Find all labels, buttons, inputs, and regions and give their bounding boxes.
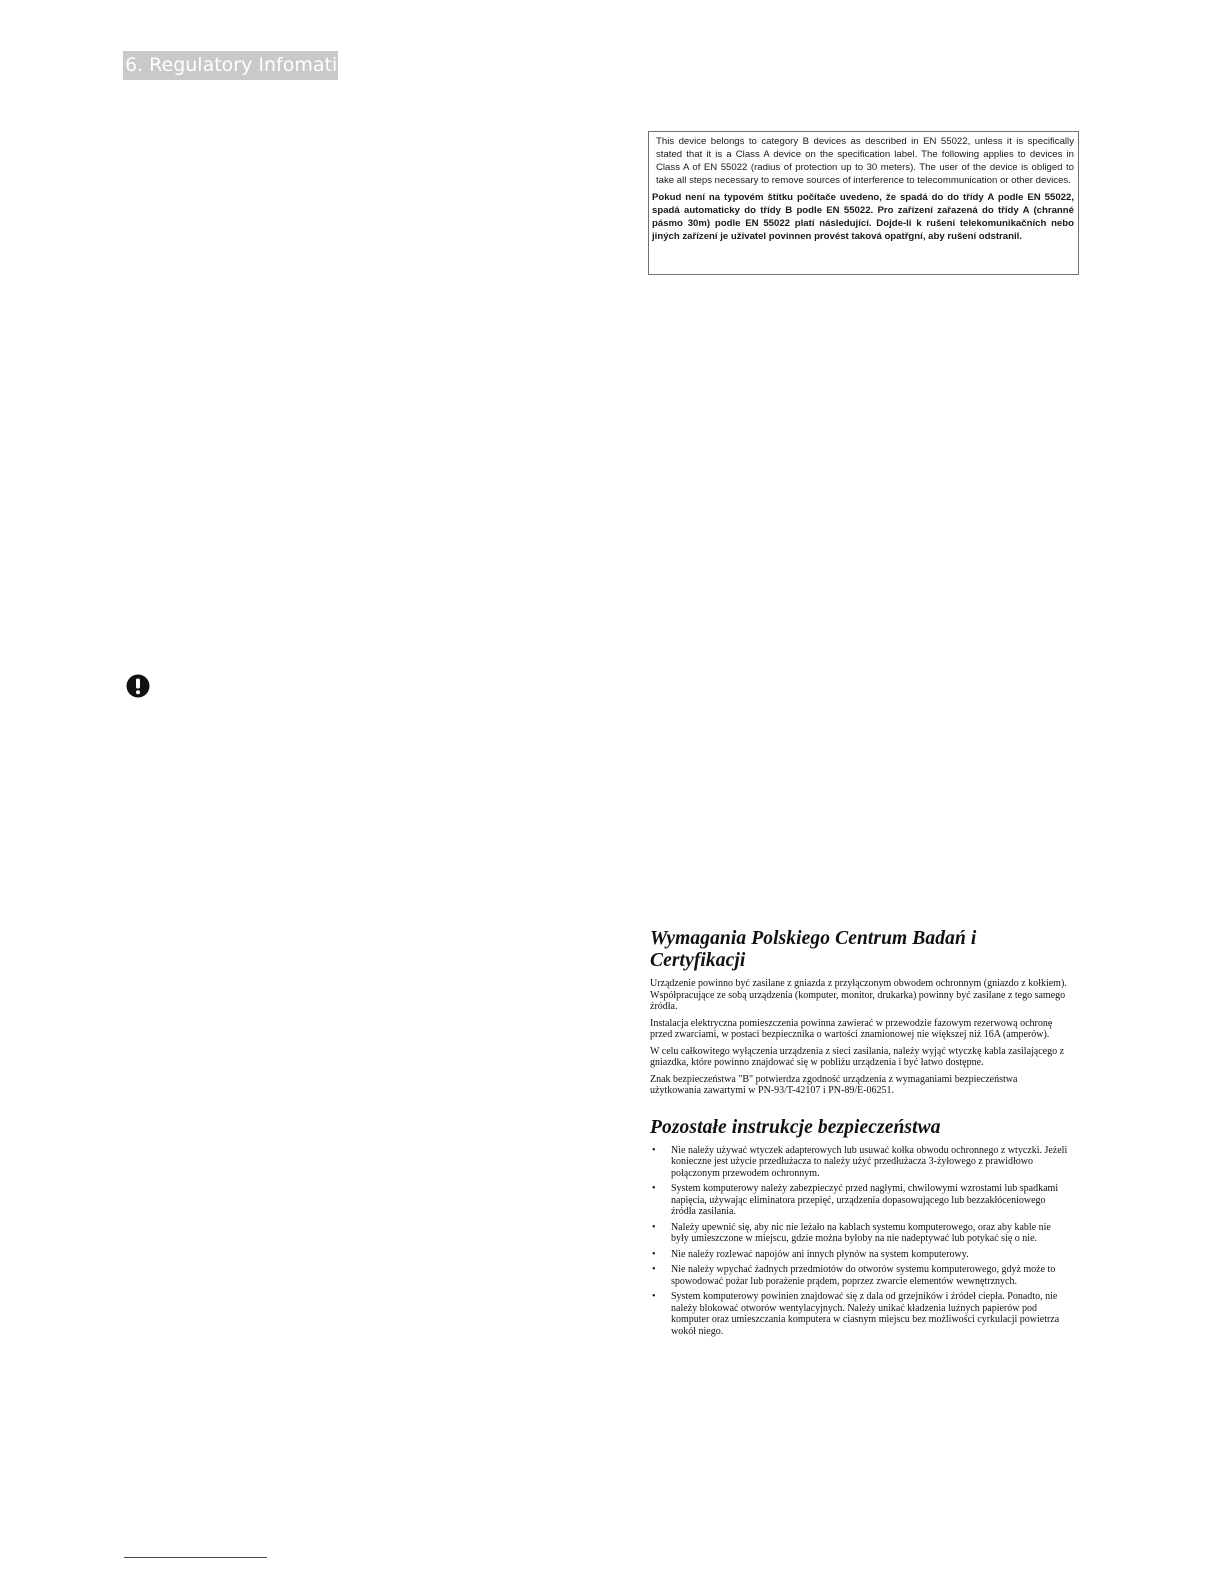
list-item xyxy=(650,1222,1070,1245)
polish-heading-requirements: Wymagania Polskiego Centrum Badań i Certyfikacji xyxy=(650,928,977,971)
bullet-icon: • xyxy=(652,1183,656,1194)
exclamation-circle-icon xyxy=(126,674,150,698)
polish-paragraph: Urządzenie powinno być zasilane z gniazda z przyłączonym obwodem ochronnym (gniazdo z kołkiem). Współpracujące ze sobą urządzenia (komputer, monitor, drukarka) powinny być zasilane z tego samego źródła. xyxy=(650,978,1067,1012)
list-item-text: Należy upewnić się, aby nic nie leżało na kablach systemu komputerowego, oraz aby kable nie były umieszczone w miejscu, gdzie można byłoby na nie nadeptywać lub potykać się o nie. xyxy=(671,1221,1051,1244)
list-item-text: Nie należy wpychać żadnych przedmiotów do otworów systemu komputerowego, gdyż może to spowodować pożar lub porażenie prądem, poprzez zwarcie elementów wewnętrznych. xyxy=(671,1264,1056,1287)
bullet-icon: • xyxy=(652,1221,656,1233)
czech-notice-text: Pokud není na typovém štítku počítače uvedeno, že spadá do do třídy A podle EN 55022, spadá automaticky do třídy B podle EN 55022. Pro zařízení zařazená do třídy A (chranné pásmo 30m) podle EN 55022 platí následující. Dojde-li k rušení telekomunikačních nebo jiných zařízení je uživatel povinnen provést taková opatřgní, aby rušení odstranil. xyxy=(652,192,1074,242)
section-title: 6. Regulatory Infomation xyxy=(123,51,338,80)
list-item xyxy=(650,1145,1070,1180)
bullet-icon: • xyxy=(652,1144,656,1156)
polish-paragraph: Instalacja elektryczna pomieszczenia powinna zawierać w przewodzie fazowym rezerwową ochronę przed zwarciami, w postaci bezpiecznika o wartości znamionowej nie większej niż 16A (amperów). xyxy=(650,1017,1053,1040)
polish-heading-other-instructions: Pozostałe instrukcje bezpieczeństwa xyxy=(650,1116,941,1138)
polish-paragraph: W celu całkowitego wyłączenia urządzenia z sieci zasilania, należy wyjąć wtyczkę kabla zasilającego z gniazdka, które powinno znajdować się w pobliżu urządzenia i być łatwo dostępne. xyxy=(650,1045,1065,1068)
list-item-text: System komputerowy powinien znajdować się z dala od grzejników i źródeł ciepła. Ponadto, nie należy blokować otworów wentylacyjnych. Należy unikać kładzenia luźnych papierów pod komputer oraz umieszczania komputera w ciasnym miejscu bez możliwości cyrkulacji powietrza wokół niego. xyxy=(671,1291,1060,1337)
polish-paragraph: Znak bezpieczeństwa "B" potwierdza zgodność urządzenia z wymaganiami bezpieczeństwa użytkowania zawartymi w PN-93/T-42107 i PN-89/E-06251. xyxy=(650,1073,1018,1096)
czech-emc-notice xyxy=(648,131,1079,275)
list-item xyxy=(650,1264,1070,1287)
bullet-icon: • xyxy=(652,1248,656,1260)
list-item-text: System komputerowy należy zabezpieczyć przed nagłymi, chwilowymi wzrostami lub spadkami napięcia, używając eliminatora przepięć, urządzenia dopasowującego lub bezzakłóceniowego źródła zasilania. xyxy=(671,1183,1059,1217)
polish-safety-section xyxy=(650,928,1070,1341)
list-item xyxy=(650,1249,1070,1261)
bullet-icon: • xyxy=(652,1291,656,1302)
list-item-text: Nie należy używać wtyczek adapterowych lub usuwać kołka obwodu ochronnego z wtyczki. Jeżeli konieczne jest użycie przedłużacza to należy użyć przedłużacza 3-żyłowego z prawidłowo połączonym przewodem ochronnym. xyxy=(671,1144,1068,1179)
list-item xyxy=(650,1291,1070,1337)
footer-rule xyxy=(124,1557,267,1558)
list-item-text: Nie należy rozlewać napojów ani innych płynów na system komputerowy. xyxy=(671,1248,969,1260)
english-notice-text: This device belongs to category B devices as described in EN 55022, unless it is specifically stated that it is a Class A device on the specification label. The following applies to devices in Class A of EN 55022 (radius of protection up to 30 meters). The user of the device is obliged to take all steps necessary to remove sources of interference to telecommunication or other devices. xyxy=(656,136,1074,186)
safety-bullet-list xyxy=(650,1145,1070,1338)
list-item xyxy=(650,1183,1070,1218)
bullet-icon: • xyxy=(652,1264,656,1275)
